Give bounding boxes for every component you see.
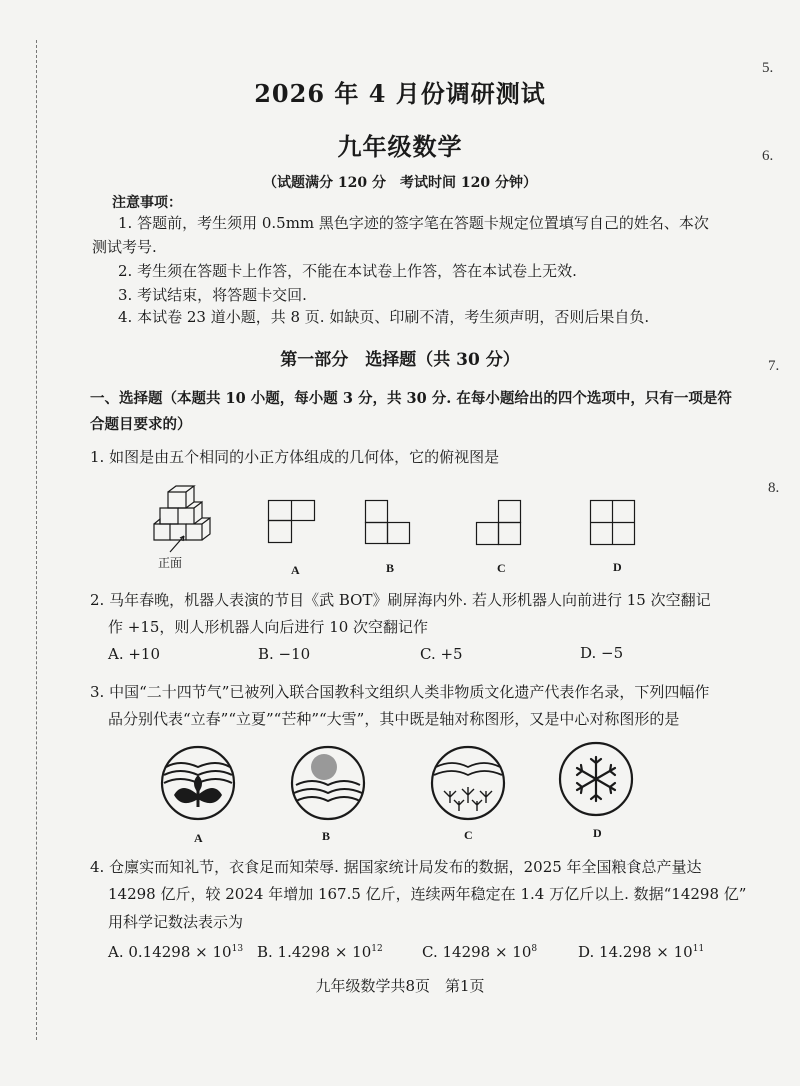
question-4-line2: 14298 亿斤，较 2024 年增加 167.5 亿斤，连续两年稳定在 1.4 万亿斤以上. 数据“14298 亿” — [108, 885, 747, 903]
note-item: 3. 考试结束，将答题卡交回. — [118, 286, 307, 304]
q3-option-d-label: D — [593, 826, 602, 840]
q2-option-d: D. −5 — [580, 644, 624, 662]
q1-option-a-figure — [268, 500, 318, 548]
q2-option-c: C. +5 — [420, 645, 463, 663]
q3-option-a-label: A — [194, 831, 203, 845]
q2-option-a: A. +10 — [108, 645, 161, 663]
q4-option-b: B. $1.4298 \times 10^{12}$ — [257, 943, 383, 961]
question-4-line3: 用科学记数法表示为 — [108, 913, 244, 931]
q1-cube-solid — [150, 486, 230, 554]
question-3-line1: 3. 中国“二十四节气”已被列入联合国教科文组织人类非物质文化遗产代表作名录，下列四幅作 — [90, 683, 710, 701]
note-item: 2. 考生须在答题卡上作答，不能在本试卷上作答，答在本试卷上无效. — [118, 262, 577, 280]
q4-option-c: C. $14298 \times 10^8$ — [422, 943, 538, 961]
exam-title: 2026 年 4 月份调研测试 — [254, 79, 546, 108]
note-item: 4. 本试卷 23 道小题，共 8 页. 如缺页、印刷不清，考生须声明，否则后果自负. — [118, 308, 650, 326]
margin-number: 7. — [768, 358, 780, 374]
q3-option-b-image — [290, 745, 368, 823]
section-instruction: 一、选择题（本题共 10 小题，每小题 3 分，共 30 分. 在每小题给出的四个选项中，只有一项是符 — [90, 390, 732, 407]
section-heading: 第一部分 选择题（共 30 分） — [280, 350, 520, 370]
section-instruction: 合题目要求的） — [90, 416, 192, 433]
question-3-line2: 品分别代表“立春”“立夏”“芒种”“大雪”，其中既是轴对称图形，又是中心对称图形的是 — [108, 710, 680, 728]
q3-option-c-image — [430, 745, 508, 823]
q4-option-a: A. $0.14298 \times 10^{13}$ — [108, 943, 244, 961]
q2-option-b: B. −10 — [258, 645, 311, 663]
q4-option-d: D. $14.298 \times 10^{11}$ — [578, 943, 705, 961]
question-2-line1: 2. 马年春晚，机器人表演的节目《武 BOT》刷屏海内外. 若人形机器人向前进行 15 次空翻记 — [90, 591, 711, 609]
q3-option-c-label: C — [464, 828, 473, 842]
subject-title: 九年级数学 — [337, 132, 463, 161]
margin-number: 8. — [768, 480, 780, 496]
q3-option-b-label: B — [322, 829, 331, 843]
q3-option-a-image — [160, 745, 238, 823]
note-item: 1. 答题前，考生须用 0.5mm 黑色字迹的签字笔在答题卡规定位置填写自己的姓名、本次 — [118, 214, 709, 232]
question-4-line1: 4. 仓廪实而知礼节，衣食足而知荣辱. 据国家统计局发布的数据，2025 年全国粮食总产量达 — [90, 858, 702, 876]
q1-option-b-label: B — [386, 561, 395, 575]
q1-option-d-figure — [590, 500, 640, 548]
question-1-text: 1. 如图是由五个相同的小正方体组成的几何体，它的俯视图是 — [90, 448, 500, 466]
q3-option-d-image — [558, 741, 636, 819]
q1-front-label: 正面 — [158, 556, 183, 570]
q1-option-b-figure — [365, 500, 415, 548]
page-footer: 九年级数学共8页 第1页 — [315, 977, 485, 995]
q1-option-c-label: C — [497, 561, 506, 575]
margin-number: 5. — [762, 60, 774, 76]
notes-title: 注意事项： — [112, 195, 182, 211]
note-item: 测试考号. — [92, 238, 157, 256]
q1-option-a-label: A — [291, 563, 300, 577]
q1-option-d-label: D — [613, 560, 622, 574]
question-2-line2: 作 +15，则人形机器人向后进行 10 次空翻记作 — [108, 618, 429, 636]
margin-number: 6. — [762, 148, 774, 164]
q1-option-c-figure — [476, 500, 526, 550]
exam-info: （试题满分 120 分 考试时间 120 分钟） — [263, 175, 537, 191]
